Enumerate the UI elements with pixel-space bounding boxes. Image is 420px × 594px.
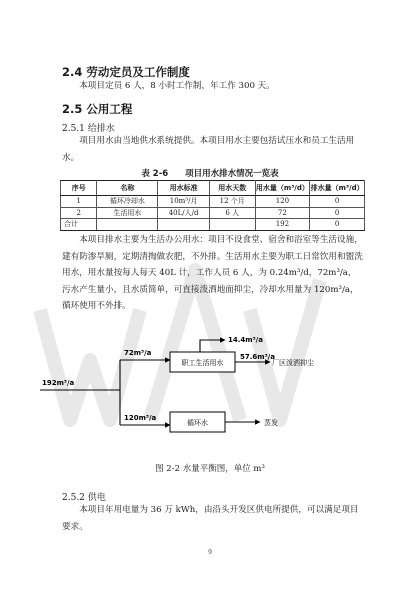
table-cell <box>97 219 158 231</box>
branch-bottom-label: 120m³/a <box>124 414 157 422</box>
table-cell: 生活用水 <box>97 207 158 219</box>
table-cell: 10m³/月 <box>158 196 210 208</box>
table-header-row <box>61 181 365 196</box>
table-cell: 6 人 <box>209 207 255 219</box>
section-2-5-1-text: 项目用水由当地供水系统提供。本项目用水主要包括试压水和员工生活用水。 <box>62 136 355 163</box>
section-2-5-title: 2.5 公用工程 <box>62 102 133 116</box>
table-total-row <box>61 219 365 231</box>
table-header-cell: 排水量（m³/d） <box>310 181 365 196</box>
table-caption: 表 2-6 项目用水排水情况一览表 <box>141 169 279 179</box>
table-cell: 192 <box>255 219 310 231</box>
table-cell: 72 <box>255 207 310 219</box>
table-cell: 2 <box>61 207 97 219</box>
table-cell: 0 <box>310 196 365 208</box>
table-header-cell: 序号 <box>61 181 97 196</box>
section-2-5-2-text: 本项目年用电量为 36 万 kWh，由沿头开发区供电所提供，可以满足项目要求。 <box>62 505 359 532</box>
circulation-label: 循环水 <box>187 419 208 427</box>
table-cell: 1 <box>61 196 97 208</box>
water-balance-diagram <box>0 330 420 460</box>
table-cell <box>209 219 255 231</box>
branch-top-label: 72m³/a <box>124 349 152 357</box>
table-cell: 120 <box>255 196 310 208</box>
table-cell: 合计 <box>61 219 97 231</box>
table-cell: 12 个月 <box>209 196 255 208</box>
water-usage-table <box>60 180 365 231</box>
table-cell: 0 <box>310 207 365 219</box>
section-2-4-text: 本项目定员 6 人，8 小时工作制，年工作 300 天。 <box>79 81 275 91</box>
table-row <box>61 207 365 219</box>
evaporation-label: 蒸发 <box>264 419 278 427</box>
drainage-paragraph <box>62 232 365 315</box>
figure-caption: 图 2-2 水量平衡图，单位 m³ <box>155 464 265 474</box>
living-water-label: 职工生活用水 <box>181 359 224 367</box>
table-header-cell: 名称 <box>97 181 158 196</box>
table-header-cell: 用水标准 <box>158 181 210 196</box>
table-cell: 0 <box>310 219 365 231</box>
loss-label: 14.4m³/a <box>228 336 263 344</box>
section-2-5-1-paragraph <box>62 133 365 166</box>
table-cell: 40L/人/d <box>158 207 210 219</box>
table-cell: 循环冷却水 <box>97 196 158 208</box>
section-2-4-title: 2.4 劳动定员及工作制度 <box>62 65 190 79</box>
page-number: 9 <box>208 549 212 556</box>
table-header-cell: 用水量（m³/d） <box>255 181 310 196</box>
dust-suppression-label: 厂区泼洒抑尘 <box>272 359 314 367</box>
section-2-4-paragraph <box>62 78 365 95</box>
drainage-text: 本项目排水主要为生活办公用水：项目不设食堂、宿舍和浴室等生活设施，建有防渗旱厕，定期清掏做农肥，不外排。生活用水主要为职工日常饮用和盥洗用水，用水量按每人每天 40L 计，工作人员 6 人，为 0.24m³/d，72m³/a，污水产生量小，且水质简单，可直接泼洒地面抑尘，冷却水用量为 120m³/a，循环使用不外排。 <box>62 235 363 311</box>
loss-line <box>200 340 225 352</box>
input-label: 192m³/a <box>42 379 75 387</box>
table-row <box>61 196 365 208</box>
outflow-label: 57.6m³/a <box>240 353 275 361</box>
section-2-5-2-paragraph <box>62 502 365 535</box>
section-2-5-2-title: 2.5.2 供电 <box>62 493 106 503</box>
table-header-cell: 用水天数 <box>209 181 255 196</box>
section-2-5-1-title: 2.5.1 给排水 <box>62 124 115 134</box>
table-cell <box>158 219 210 231</box>
